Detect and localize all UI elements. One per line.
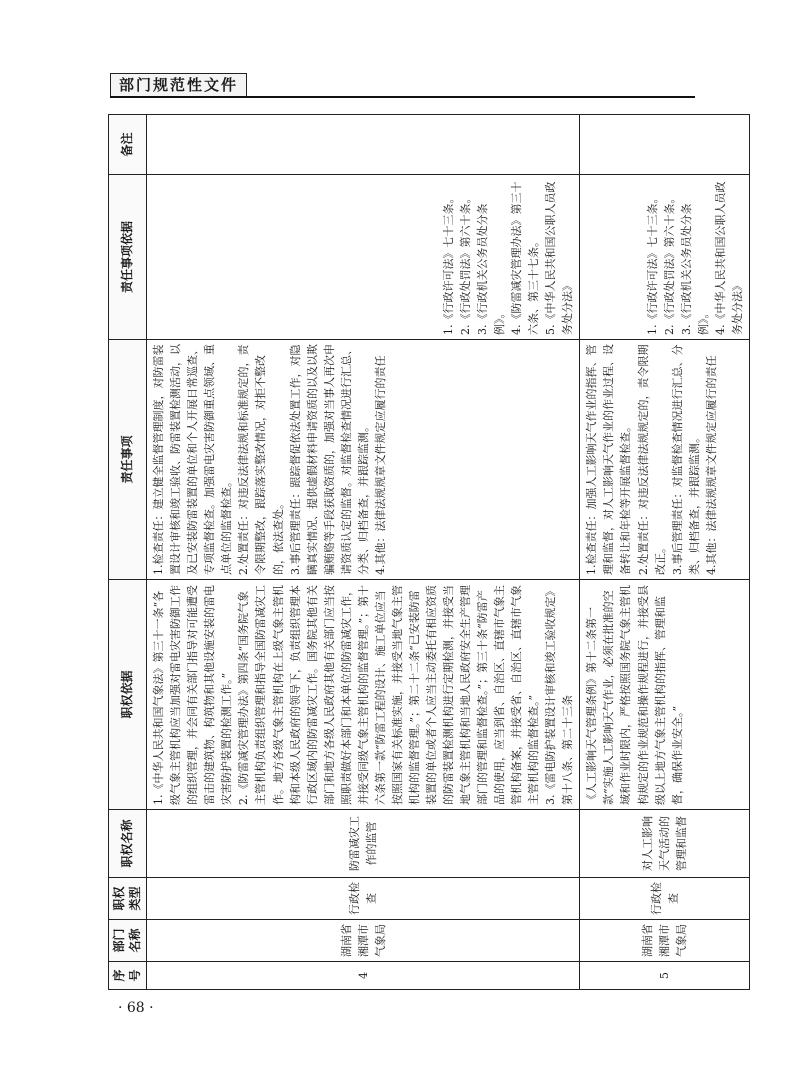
duty-line: 4.其他：法律法规规章文件规定应履行的责任 [373,355,387,575]
remarks [147,115,580,175]
responsibility-items [147,340,580,580]
basis-line: 1.《中华人民共和国气象法》第三十一条“各级气象主管机构应当加强对雷电灾害防御工作的组织管理，并会同有关部门指导对可能遭受雷击的建筑物、构筑物和其他设施安装的雷电灾害防护装置的检测工作。” [152,585,234,805]
duty-basis-line: 1.《行政许可法》七十三条。 [441,192,455,335]
duty-basis-line: 4.《防雷减灾管理办法》第三十六条、第三十七条。 [510,181,541,335]
col-header-duty-basis: 责任事项依据 [109,175,147,340]
row-number: 4 [147,962,580,990]
authority-basis [147,580,580,810]
duty-basis-line: 3.《行政机关公务员处分条例》。 [680,203,711,335]
table-header-row [109,115,147,990]
responsibility-items [580,340,750,580]
authority-name: 对人工影响天气活动的管理和监督 [580,810,750,878]
responsibility-basis [580,175,750,340]
responsibility-basis [147,175,580,340]
authority-type: 行政检查 [147,878,580,920]
table-row [580,115,750,990]
duty-basis-line: 2.《行政处罚法》第六十条。 [663,192,677,335]
rotated-table-container [108,115,745,990]
duty-line: 3.事后管理责任：对监督检查情况进行汇总、分类、归档备查，并跟踪监测。 [670,344,701,575]
page-number: · 68 · [118,1000,154,1016]
duty-line: 1.检查责任：建立健全监督管理制度，对防雷装置设计审核和竣工验收、防雷装置检测活动，以及已安装防雷装置的单位和个人开展日常巡查、专项监督检查。加强雷电灾害防御重点领域、重点单位的监督检查。 [152,344,234,575]
basis-line: 3.《雷电防护装置设计审核和竣工验收规定》第十八条、第二十三条 [544,585,575,805]
document-category-label: 部门规范性文件 [110,73,247,97]
duty-line: 3.事后管理责任：跟踪督促依法处置工作，对隐瞒真实情况、提供虚假材料申请资质的以及以欺骗贿赂等手段获取资质的，加强对当事人再次申请资质认定的监督。对监督检查情况进行汇总、分类、归档备查，并跟踪监测。 [288,344,370,575]
department-name: 湖南省湘潭市气象局 [147,920,580,962]
duty-line: 1.检查责任：加强人工影响天气作业的指挥、管理和监督，对人工影响天气作业的作业过程、设备转让和年检等开展监督检查。 [585,344,633,575]
basis-line: 2.《防雷减灾管理办法》第四条“国务院气象主管机构负责组织管理和指导全国防雷减灾工作。地方各级气象主管机构在上级气象主管机构和本级人民政府的领导下，负责组织管理本行政区域内的防雷减灾工作。国务院其他有关部门和地方各级人民政府其他有关部门应当按照职责做好本部门和本单位的防雷减灾工作，并接受同级气象主管机构的监督管理。”；第十六条第一款“防雷工程的设计、施工单位应当按照国家有关标准实施，并接受当地气象主管机构的监督管理。”；第二十二条“已安装防雷装置的单位或者个人应当主动委托有相应资质的防雷装置检测机构进行定期检测，并接受当地气象主管机构和当地人民政府安全生产管理部门的管理和监督检查。”；第三十条“防雷产品的使用，应当到省、自治区、直辖市气象主管机构备案，并接受省、自治区、直辖市气象主管机构的监督检查。” [237,584,541,805]
duty-line: 4.其他：法律法规规章文件规定应履行的责任 [704,355,718,575]
col-header-type: 职权类型 [109,878,147,920]
col-header-no: 序号 [109,962,147,990]
duty-line: 2.处置责任：对违反法律法规和标准规定的，责令限期整改，跟踪落实整改情况，对拒不整改的，依法查处。 [237,344,285,575]
duty-line: 2.处置责任：对违反法律法规规定的，责令限期改正。 [636,344,667,575]
col-header-name: 职权名称 [109,810,147,878]
col-header-dept: 部门名称 [109,920,147,962]
table-row [147,115,580,990]
duty-basis-line: 3.《行政机关公务员处分条例》。 [476,203,507,335]
authority-basis [580,580,750,810]
col-header-duties: 责任事项 [109,340,147,580]
col-header-basis: 职权依据 [109,580,147,810]
authority-name: 防雷减灾工作的监管 [147,810,580,878]
row-number: 5 [580,962,750,990]
duty-basis-line: 2.《行政处罚法》第六十条。 [459,192,473,335]
duty-basis-line: 4.《中华人民共和国公职人员政务处分法》 [714,181,745,335]
authority-type: 行政检查 [580,878,750,920]
duty-basis-line: 1.《行政许可法》七十三条。 [646,192,660,335]
authority-table [108,114,750,990]
col-header-note: 备注 [109,115,147,175]
department-name: 湖南省湘潭市气象局 [580,920,750,962]
remarks [580,115,750,175]
header-divider [110,96,695,98]
duty-basis-line: 5.《中华人民共和国公职人员政务处分法》 [544,181,575,335]
basis-line: 《人工影响天气管理条例》第十二条第一款“实施人工影响天气作业，必须在批准的空域和作业时限内，严格按照国务院气象主管机构规定的作业规范和操作规程进行，并接受县级以上地方气象主管机构的指挥、管理和监督，确保作业安全。” [585,585,684,805]
